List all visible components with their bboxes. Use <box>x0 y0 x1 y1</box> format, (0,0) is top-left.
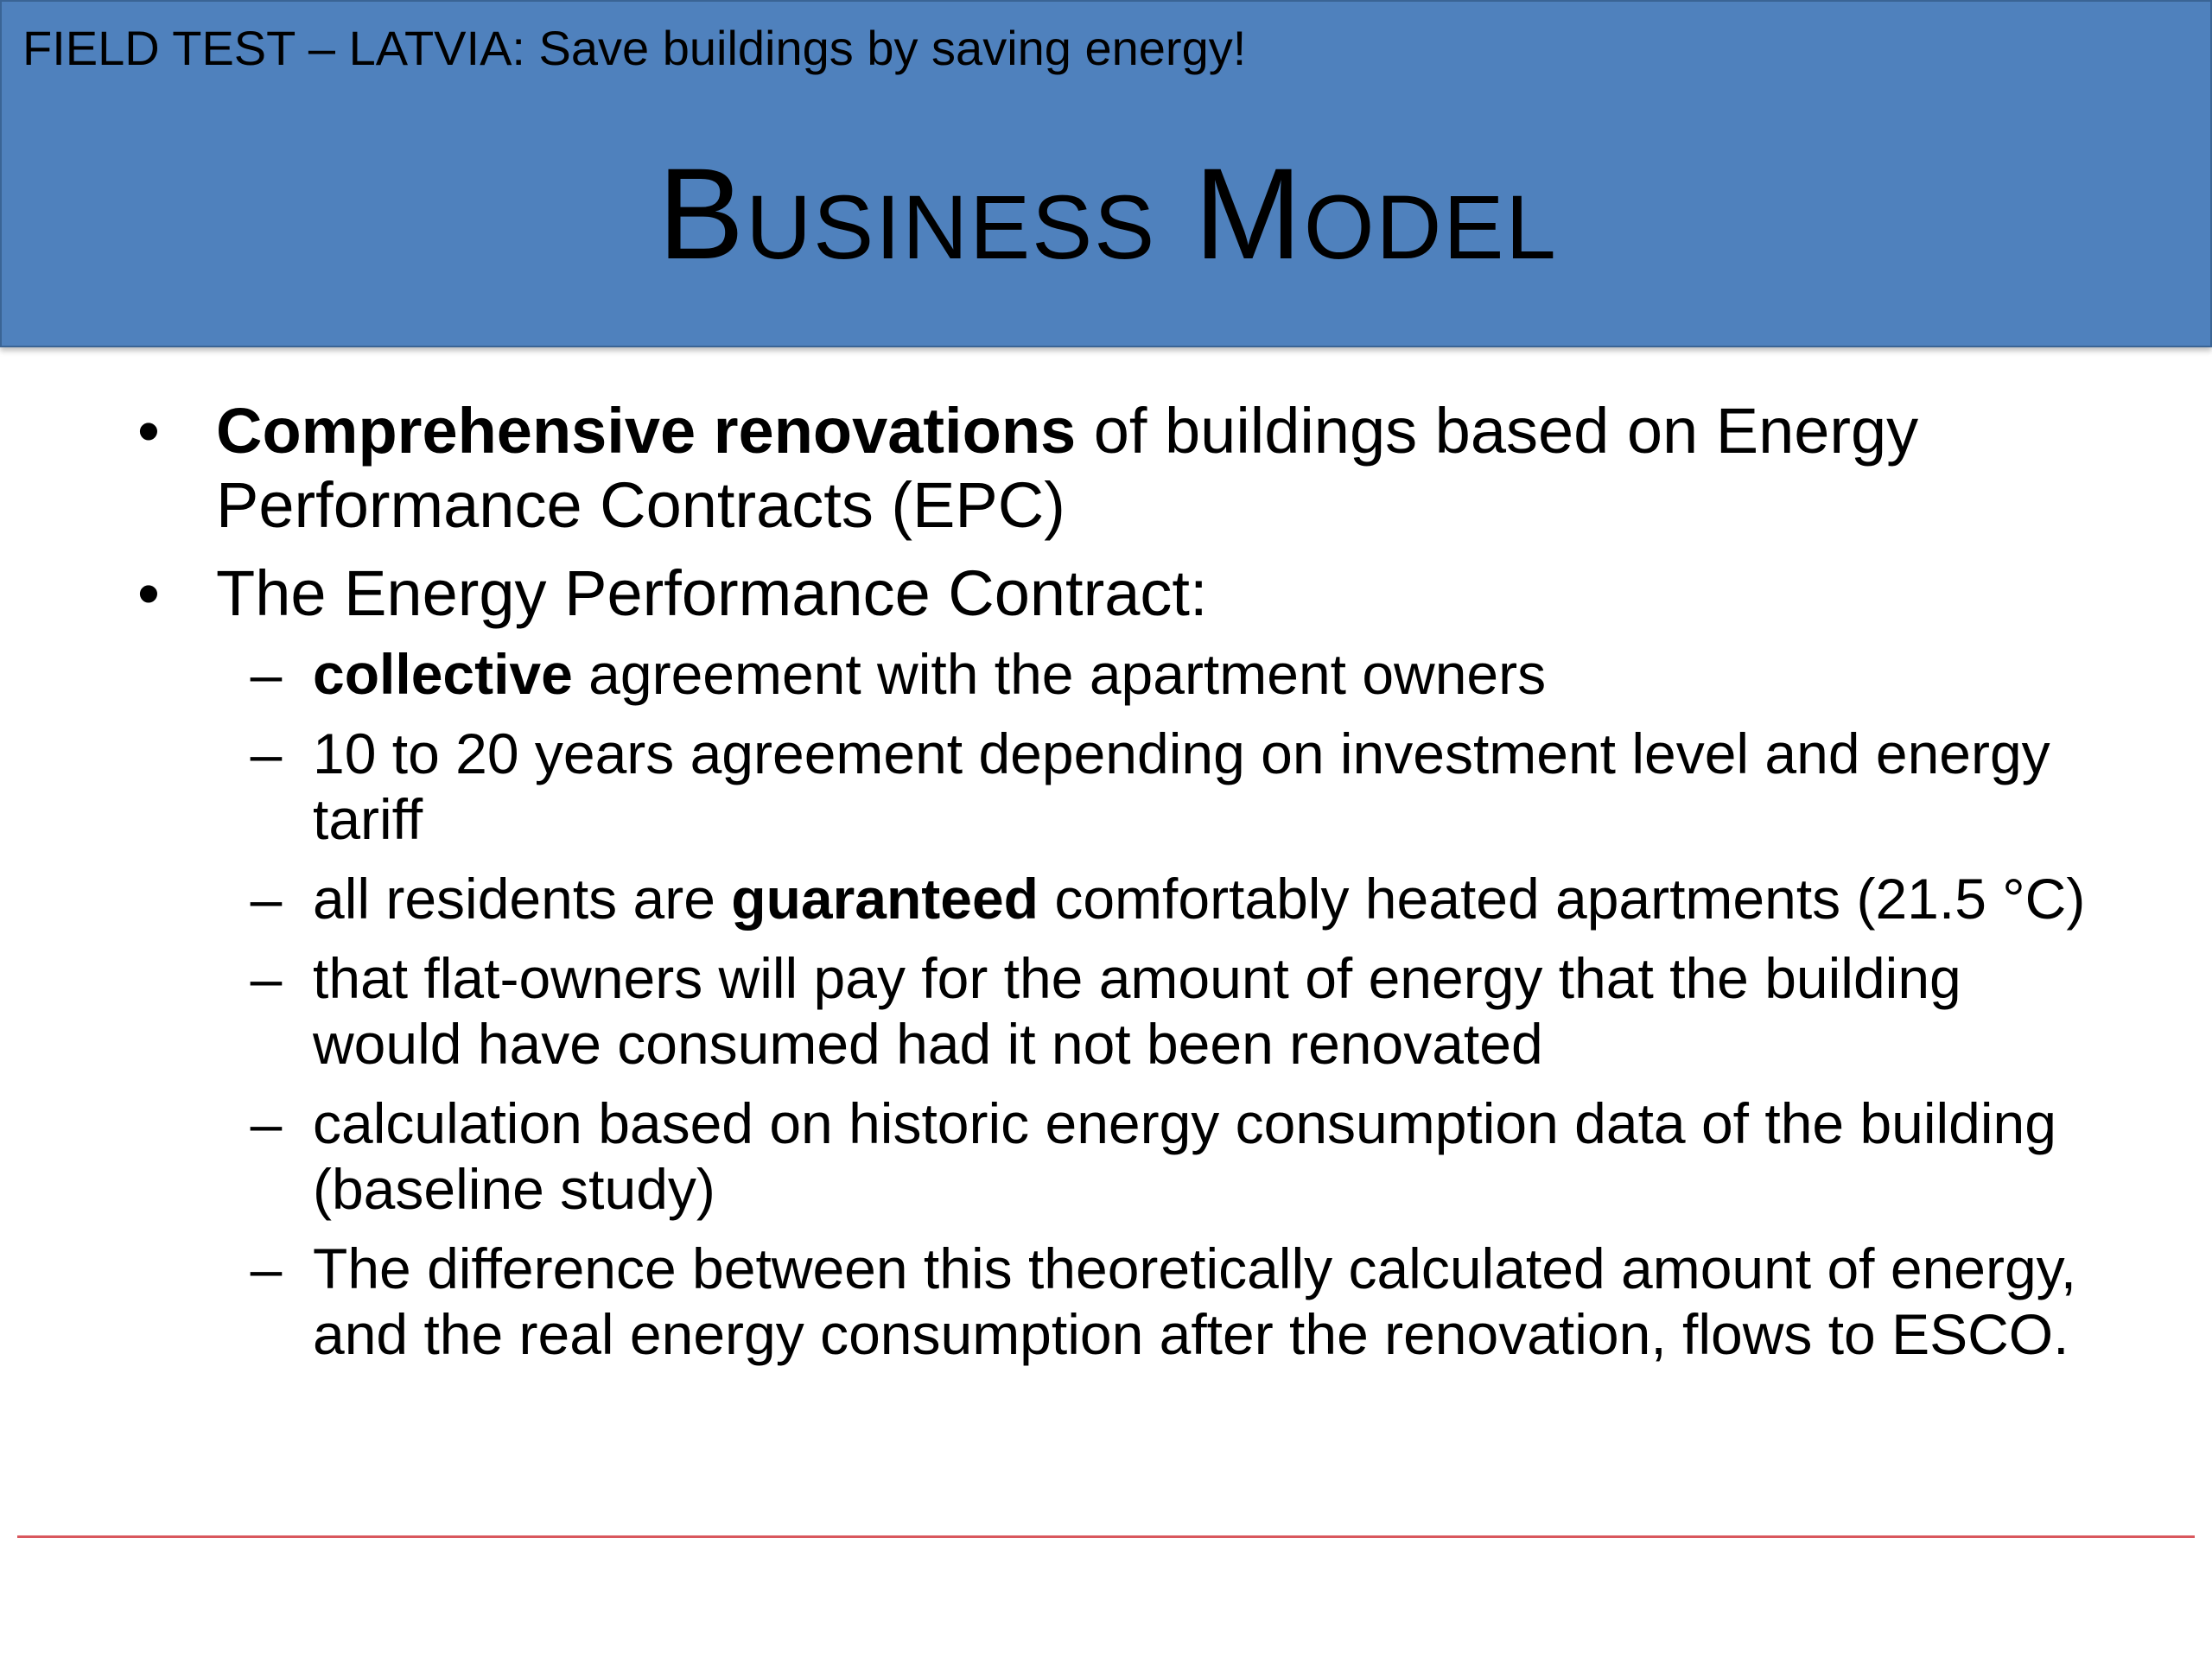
header-band <box>0 0 2212 347</box>
dash-marker: – <box>250 721 283 785</box>
sub-item <box>250 866 2093 931</box>
sub-item-text: 10 to 20 years agreement depending on investment level and energy tariff <box>313 721 2050 851</box>
sub-item <box>250 641 2093 707</box>
slide-content <box>0 380 2212 1367</box>
dash-marker: – <box>250 1236 283 1300</box>
bullet-text: of buildings based on Energy Performance Contracts (EPC) <box>216 395 1919 541</box>
dash-marker: – <box>250 946 283 1010</box>
sub-item-text: all residents are <box>313 867 732 931</box>
footer-rule <box>17 1535 2195 1538</box>
dash-marker: – <box>250 1091 283 1155</box>
sub-item-bold-text: collective <box>313 642 573 706</box>
bullet-text: The Energy Performance Contract: <box>216 557 1208 629</box>
sub-item-text: that flat-owners will pay for the amount of energy that the building would have consumed had it not been renovated <box>313 946 1961 1076</box>
bullet-marker: • <box>137 395 160 467</box>
sub-item <box>250 721 2093 852</box>
bullet-bold-text: Comprehensive renovations <box>216 395 1077 467</box>
sub-item-bold-text: guaranteed <box>731 867 1039 931</box>
bullet-item <box>137 394 2074 543</box>
sub-item-text: comfortably heated apartments (21.5 °C) <box>1039 867 2086 931</box>
bullet-item <box>137 556 2074 631</box>
sub-item <box>250 945 2093 1077</box>
sub-item-text: The difference between this theoretically calculated amount of energy, and the real energy consumption after the renovation, flows to ESCO. <box>313 1236 2077 1366</box>
sub-item <box>250 1236 2093 1367</box>
dash-marker: – <box>250 642 283 706</box>
slide-title: Business Model <box>658 141 1558 286</box>
bullet-marker: • <box>137 557 160 629</box>
sub-item-text: agreement with the apartment owners <box>572 642 1547 706</box>
dash-marker: – <box>250 867 283 931</box>
sub-item <box>250 1090 2093 1222</box>
sub-item-text: calculation based on historic energy consumption data of the building (baseline study) <box>313 1091 2056 1221</box>
header-kicker: FIELD TEST – LATVIA: Save buildings by saving energy! <box>22 21 1247 75</box>
